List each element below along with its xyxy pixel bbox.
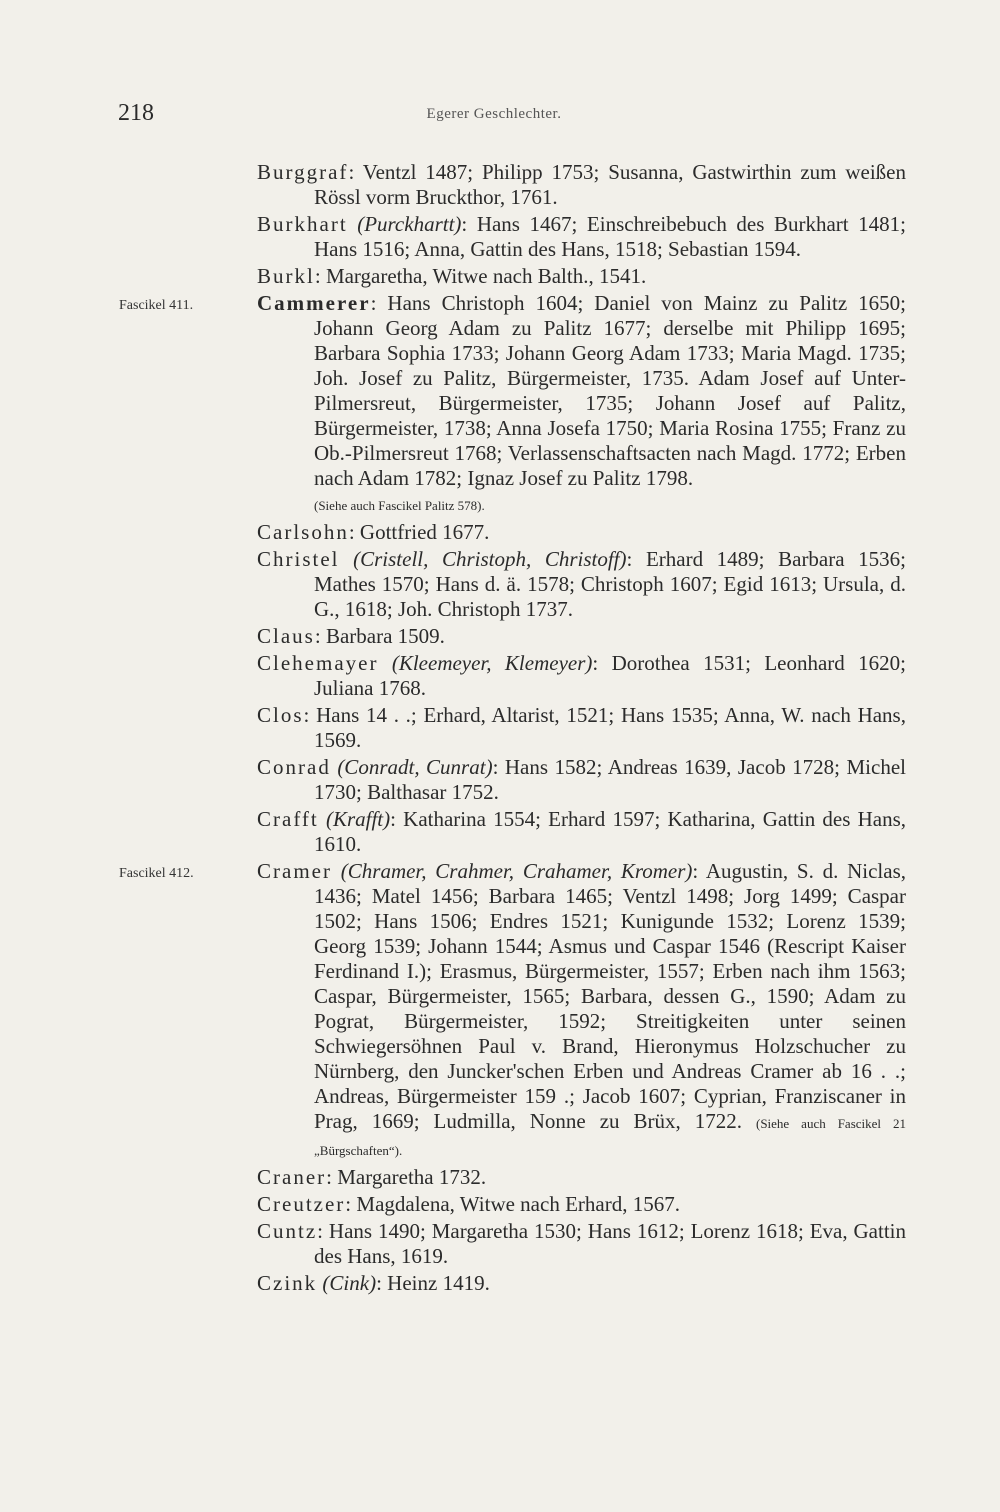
entry-text: Magdalena, Witwe nach Erhard, 1567. (356, 1192, 680, 1216)
entry-surname: Cammerer (257, 291, 371, 315)
entry-text: Erhard 1489; Barbara 1536; Mathes 1570; Hans d. ä. 1578; Christoph 1607; Egid 1613; Ursula, d. G., 1618; Joh. Christoph 1737. (314, 547, 907, 621)
entry-surname: Claus (257, 624, 315, 648)
entry-christel: Christel (Cristell, Christoph, Christoff): Erhard 1489; Barbara 1536; Mathes 1570; Hans d. ä. 1578; Christoph 1607; Egid 1613; Ursula, d. G., 1618; Joh. Christoph 1737. (257, 547, 907, 621)
entry-text: Margaretha, Witwe nach Balth., 1541. (325, 264, 647, 288)
page-number: 218 (118, 100, 154, 126)
entry-text: Heinz 1419. (387, 1271, 490, 1295)
entry-surname: Crafft (257, 807, 319, 831)
entry-clos: Clos: Hans 14 . .; Erhard, Altarist, 1521; Hans 1535; Anna, W. nach Hans, 1569. (257, 703, 906, 752)
entry-text: Barbara 1509. (325, 624, 445, 648)
entry-surname: Cuntz (257, 1219, 318, 1243)
entry-surname: Christel (257, 547, 340, 571)
entry-surname: Burggraf (257, 160, 349, 184)
entry-list (0, 160, 1000, 1298)
entry-creutzer: Creutzer: Magdalena, Witwe nach Erhard, 1567. (257, 1192, 680, 1216)
entry-variants: (Krafft) (325, 807, 391, 831)
entry-note: (Siehe auch Fascikel 21 „Bürgschaften“). (314, 1116, 906, 1158)
entry-text: Katharina 1554; Erhard 1597; Katharina, Gattin des Hans, 1610. (314, 807, 906, 856)
entry-text: Hans 14 . .; Erhard, Altarist, 1521; Hans 1535; Anna, W. nach Hans, 1569. (314, 703, 906, 752)
entry-surname: Conrad (257, 755, 331, 779)
entry-text: Hans 1467; Einschreibebuch des Burkhart 1481; Hans 1516; Anna, Gattin des Hans, 1518; Sebastian 1594. (314, 212, 906, 261)
entry-variants: (Conradt, Cunrat) (337, 755, 493, 779)
entry-variants: (Cristell, Christoph, Christoff) (353, 547, 627, 571)
entry-surname: Czink (257, 1271, 318, 1295)
entry-czink: Czink (Cink): Heinz 1419. (257, 1271, 490, 1295)
margin-note-fascikel: Fascikel 412. (119, 866, 194, 881)
entry-text: Ventzl 1487; Philipp 1753; Susanna, Gastwirthin zum weißen Rössl vorm Bruckthor, 1761. (314, 160, 906, 209)
page-header (118, 100, 870, 136)
entry-text: Hans 1490; Margaretha 1530; Hans 1612; Lorenz 1618; Eva, Gattin des Hans, 1619. (314, 1219, 906, 1268)
entry-note: (Siehe auch Fascikel Palitz 578). (314, 498, 485, 513)
entry-burkl: Burkl: Margaretha, Witwe nach Balth., 1541. (257, 264, 647, 288)
entry-claus: Claus: Barbara 1509. (257, 624, 445, 648)
entry-text: Hans Christoph 1604; Daniel von Mainz zu Palitz 1650; Johann Georg Adam zu Palitz 1677; derselbe mit Philipp 1695; Barbara Sophia 1733; Johann Georg Adam 1733; Maria Magd. 1735; Joh. Josef zu Palitz, Bürgermeister, 1735. Adam Josef auf Unter-Pilmersreut, Bürgermeister, 1735; Johann Josef auf Palitz, Bürgermeister, 1738; Anna Josefa 1750; Maria Rosina 1755; Franz zu Ob.-Pilmersreut 1768; Verlassenschaftsacten nach Magd. 1772; Erben nach Adam 1782; Ignaz Josef zu Palitz 1798. (314, 291, 906, 490)
entry-text: Dorothea 1531; Leonhard 1620; Juliana 1768. (314, 651, 907, 700)
entry-surname: Burkl (257, 264, 315, 288)
entry-surname: Carlsohn (257, 520, 349, 544)
entry-carlsohn: Carlsohn: Gottfried 1677. (257, 520, 490, 544)
entry-text: Augustin, S. d. Niclas, 1436; Matel 1456; Barbara 1465; Ventzl 1498; Jorg 1499; Caspar 1502; Hans 1506; Endres 1521; Kunigunde 1532; Lorenz 1539; Georg 1539; Johann 1544; Asmus und Caspar 1546 (Rescript Kaiser Ferdinand I.); Erasmus, Bürgermeister, 1557; Erben nach ihm 1563; Caspar, Bürgermeister, 1565; Barbara, dessen G., 1590; Adam zu Pograt, Bürgermeister, 1592; Streitigkeiten unter seinen Schwiegersöhnen Paul v. Brand, Hieronymus Holzschucher zu Nürnberg, den Juncker'schen Erben und Andreas Cramer ab 16 . .; Andreas, Bürgermeister 159 .; Jacob 1607; Cyprian, Franziscaner in Prag, 1669; Ludmilla, Nonne zu Brüx, 1722. (314, 859, 907, 1133)
entry-cuntz: Cuntz: Hans 1490; Margaretha 1530; Hans 1612; Lorenz 1618; Eva, Gattin des Hans, 1619. (257, 1219, 906, 1268)
entry-surname: Burkhart (257, 212, 348, 236)
entry-text: Margaretha 1732. (337, 1165, 487, 1189)
entry-variants: (Cink) (322, 1271, 377, 1295)
entry-conrad: Conrad (Conradt, Cunrat): Hans 1582; Andreas 1639, Jacob 1728; Michel 1730; Balthasar 1752. (257, 755, 906, 804)
entry-variants: (Purckhartt) (357, 212, 462, 236)
margin-note-fascikel: Fascikel 411. (119, 298, 194, 313)
entry-surname: Craner (257, 1165, 327, 1189)
running-title: Egerer Geschlechter. (426, 106, 562, 122)
entry-variants: (Kleemeyer, Klemeyer) (391, 651, 593, 675)
entry-surname: Clehemayer (257, 651, 379, 675)
entry-crafft: Crafft (Krafft): Katharina 1554; Erhard 1597; Katharina, Gattin des Hans, 1610. (257, 807, 906, 856)
entry-craner: Craner: Margaretha 1732. (257, 1165, 487, 1189)
entry-surname: Cramer (257, 859, 332, 883)
entry-burkhart: Burkhart (Purckhartt): Hans 1467; Einschreibebuch des Burkhart 1481; Hans 1516; Anna, Gattin des Hans, 1518; Sebastian 1594. (257, 212, 906, 261)
entry-clehemayer: Clehemayer (Kleemeyer, Klemeyer): Dorothea 1531; Leonhard 1620; Juliana 1768. (257, 651, 907, 700)
entry-burggraf: Burggraf: Ventzl 1487; Philipp 1753; Susanna, Gastwirthin zum weißen Rössl vorm Bruckthor, 1761. (257, 160, 906, 209)
entry-surname: Creutzer (257, 1192, 346, 1216)
entry-text: Gottfried 1677. (359, 520, 490, 544)
entry-text: Hans 1582; Andreas 1639, Jacob 1728; Michel 1730; Balthasar 1752. (314, 755, 906, 804)
entry-surname: Clos (257, 703, 304, 727)
entry-variants: (Chramer, Crahmer, Crahamer, Kromer) (340, 859, 693, 883)
entry-cramer: Fascikel 412. Cramer (Chramer, Crahmer, Crahamer, Kromer): Augustin, S. d. Niclas, 1436; Matel 1456; Barbara 1465; Ventzl 1498; Jorg 1499; Caspar 1502; Hans 1506; Endres 1521; Kunigunde 1532; Lorenz 1539; Georg 1539; Johann 1544; Asmus und Caspar 1546 (Rescript Kaiser Ferdinand I.); Erasmus, Bürgermeister, 1557; Erben nach ihm 1563; Caspar, Bürgermeister, 1565; Barbara, dessen G., 1590; Adam zu Pograt, Bürgermeister, 1592; Streitigkeiten unter seinen Schwiegersöhnen Paul v. Brand, Hieronymus Holzschucher zu Nürnberg, den Juncker'schen Erben und Andreas Cramer ab 16 . .; Andreas, Bürgermeister 159 .; Jacob 1607; Cyprian, Franziscaner in Prag, 1669; Ludmilla, Nonne zu Brüx, 1722. (Siehe auch Fascikel 21 „Bürgschaften“). (119, 859, 907, 1158)
entry-cammerer: Fascikel 411. Cammerer: Hans Christoph 1604; Daniel von Mainz zu Palitz 1650; Johann Georg Adam zu Palitz 1677; derselbe mit Philipp 1695; Barbara Sophia 1733; Johann Georg Adam 1733; Maria Magd. 1735; Joh. Josef zu Palitz, Bürgermeister, 1735. Adam Josef auf Unter-Pilmersreut, Bürgermeister, 1735; Johann Josef auf Palitz, Bürgermeister, 1738; Anna Josefa 1750; Maria Rosina 1755; Franz zu Ob.-Pilmersreut 1768; Verlassenschaftsacten nach Magd. 1772; Erben nach Adam 1782; Ignaz Josef zu Palitz 1798. (Siehe auch Fascikel Palitz 578). (119, 291, 906, 513)
